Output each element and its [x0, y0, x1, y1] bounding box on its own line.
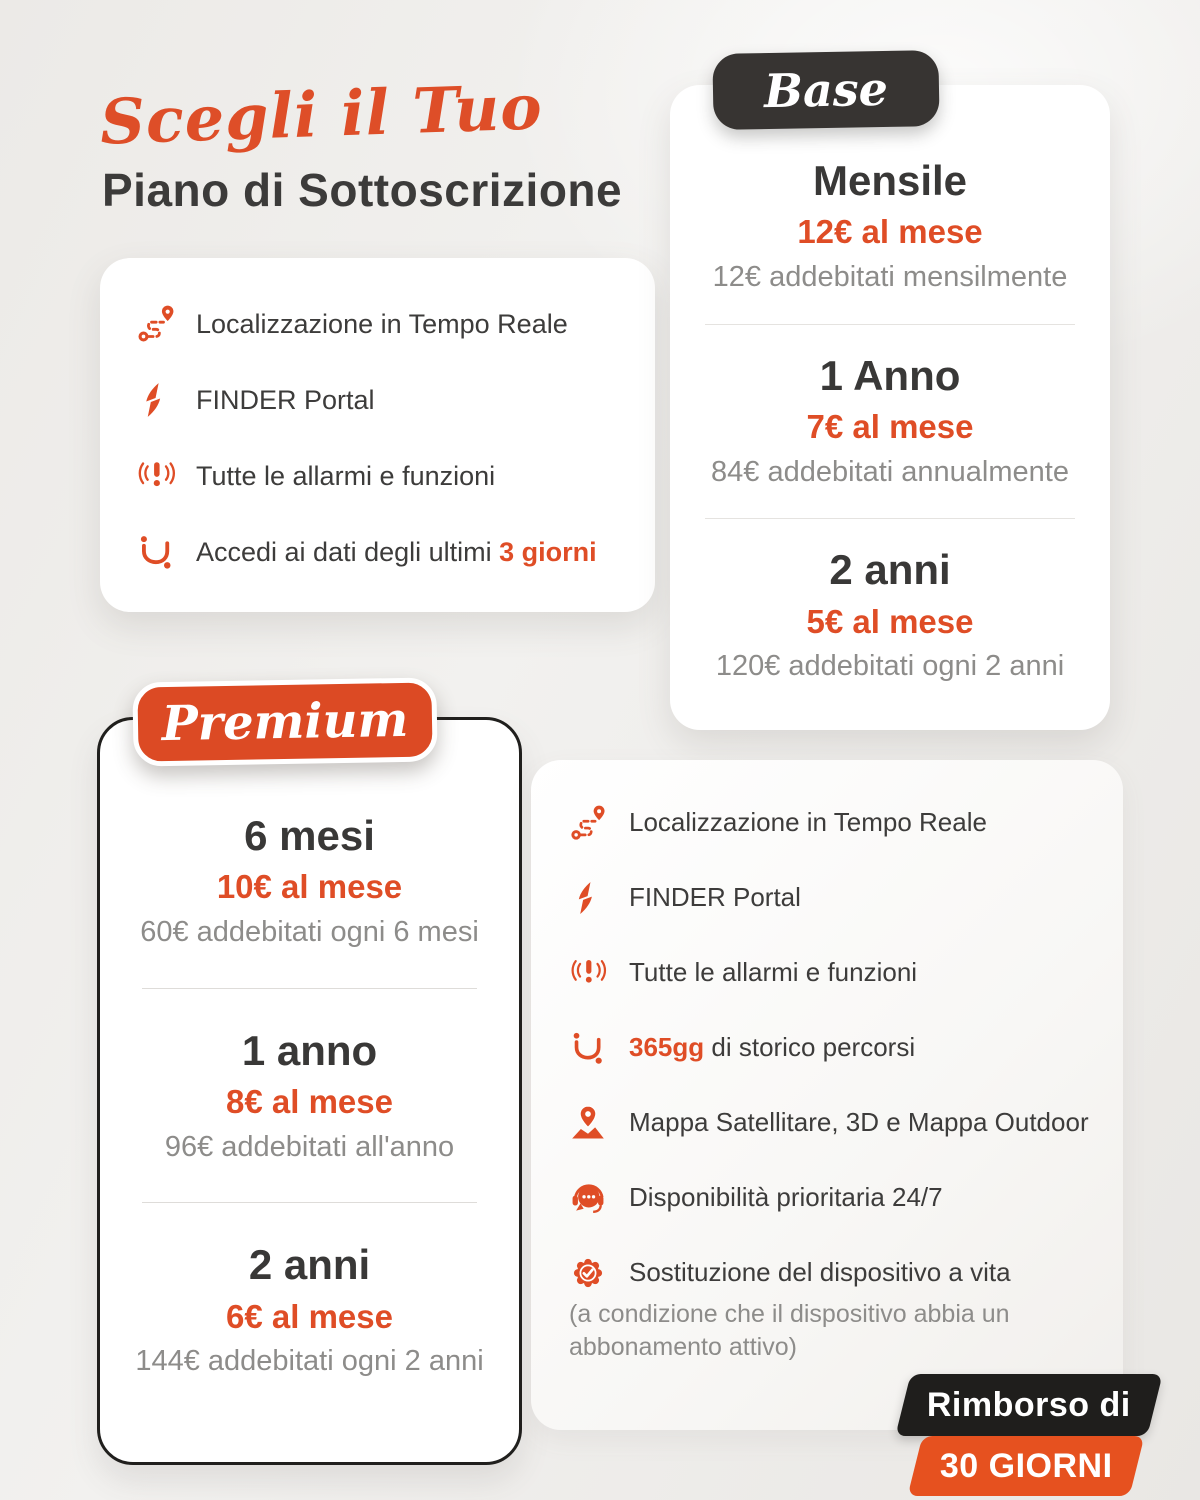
tier-mensile	[670, 157, 1110, 295]
tier-name: Mensile	[812, 157, 968, 204]
page-title-script: Scegli il Tuo	[98, 70, 544, 159]
tier-price: 7€ al mese	[806, 407, 974, 445]
tier-name: 2 anni	[829, 546, 951, 594]
base-plan-badge: Base	[712, 50, 939, 130]
premium-features-panel	[531, 760, 1123, 1430]
feature-row	[569, 1179, 1099, 1217]
map-pin-icon	[569, 1104, 607, 1142]
tier-billing: 144€ addebitati ogni 2 anni	[135, 1345, 484, 1378]
feature-row	[569, 1254, 1099, 1292]
guarantee-badge-top	[895, 1374, 1162, 1436]
feature-label: 365gg di storico percorsi	[629, 1032, 916, 1063]
premium-plan-badge: Premium	[132, 677, 437, 766]
highlight-text: 3 giorni	[499, 536, 597, 567]
feature-label: Mappa Satellitare, 3D e Mappa Outdoor	[629, 1107, 1089, 1138]
feature-row	[136, 532, 635, 572]
feature-row	[136, 380, 635, 420]
guarantee-badge-line1: Rimborso di	[927, 1385, 1131, 1424]
headset-icon	[569, 1179, 607, 1217]
feature-label: Localizzazione in Tempo Reale	[629, 807, 987, 838]
tier-name: 2 anni	[248, 1241, 371, 1289]
tier-price: 8€ al mese	[226, 1082, 393, 1120]
feature-row	[569, 804, 1099, 842]
alarm-icon	[136, 456, 176, 496]
divider	[705, 518, 1075, 519]
route-icon	[569, 804, 607, 842]
feature-row	[569, 1029, 1099, 1067]
guarantee-badge-bottom	[908, 1436, 1145, 1496]
tier-2-anni	[100, 1241, 519, 1379]
finder-icon	[569, 879, 607, 917]
feature-note: (a condizione che il dispositivo abbia un abbonamento attivo)	[569, 1300, 1010, 1361]
feature-row	[569, 1104, 1099, 1142]
tier-billing: 120€ addebitati ogni 2 anni	[715, 650, 1065, 683]
tier-name: 6 mesi	[244, 812, 375, 859]
tier-6-mesi	[100, 812, 519, 950]
premium-plan-card	[97, 717, 522, 1465]
base-features-card	[100, 258, 655, 612]
tier-price: 10€ al mese	[216, 868, 403, 906]
feature-row	[136, 456, 635, 496]
badge-check-icon	[569, 1254, 607, 1292]
tier-1-anno	[100, 1027, 519, 1165]
highlight-text: 365gg	[629, 1032, 705, 1063]
tier-billing: 84€ addebitati annualmente	[711, 455, 1069, 488]
history-icon	[136, 532, 176, 572]
feature-label: Tutte le allarmi e funzioni	[196, 460, 496, 491]
page-title: Piano di Sottoscrizione	[102, 164, 623, 216]
tier-billing: 12€ addebitati mensilmente	[712, 260, 1068, 293]
feature-label: FINDER Portal	[629, 882, 801, 913]
alarm-icon	[569, 954, 607, 992]
feature-label: Disponibilità prioritaria 24/7	[629, 1182, 943, 1213]
base-plan-card	[670, 85, 1110, 730]
tier-name: 1 anno	[241, 1026, 378, 1074]
tier-billing: 96€ addebitati all'anno	[164, 1130, 455, 1163]
finder-icon	[136, 380, 176, 420]
feature-label: Accedi ai dati degli ultimi 3 giorni	[196, 536, 597, 567]
feature-row	[136, 304, 635, 344]
feature-row	[569, 879, 1099, 917]
feature-row	[569, 954, 1099, 992]
feature-label: Tutte le allarmi e funzioni	[629, 957, 918, 988]
tier-price: 6€ al mese	[226, 1297, 393, 1335]
tier-1-anno	[670, 352, 1110, 490]
divider	[142, 988, 477, 989]
tier-billing: 60€ addebitati ogni 6 mesi	[140, 915, 479, 948]
tier-name: 1 Anno	[819, 351, 961, 399]
route-icon	[136, 304, 176, 344]
tier-price: 5€ al mese	[806, 602, 974, 640]
history-icon	[569, 1029, 607, 1067]
feature-label: FINDER Portal	[196, 384, 375, 415]
guarantee-badge-line2: 30 GIORNI	[939, 1446, 1113, 1485]
tier-price: 12€ al mese	[797, 213, 983, 251]
feature-label: Localizzazione in Tempo Reale	[196, 308, 568, 339]
divider	[142, 1202, 477, 1203]
divider	[705, 324, 1075, 325]
feature-label: Sostituzione del dispositivo a vita	[629, 1257, 1011, 1288]
tier-2-anni	[670, 546, 1110, 684]
